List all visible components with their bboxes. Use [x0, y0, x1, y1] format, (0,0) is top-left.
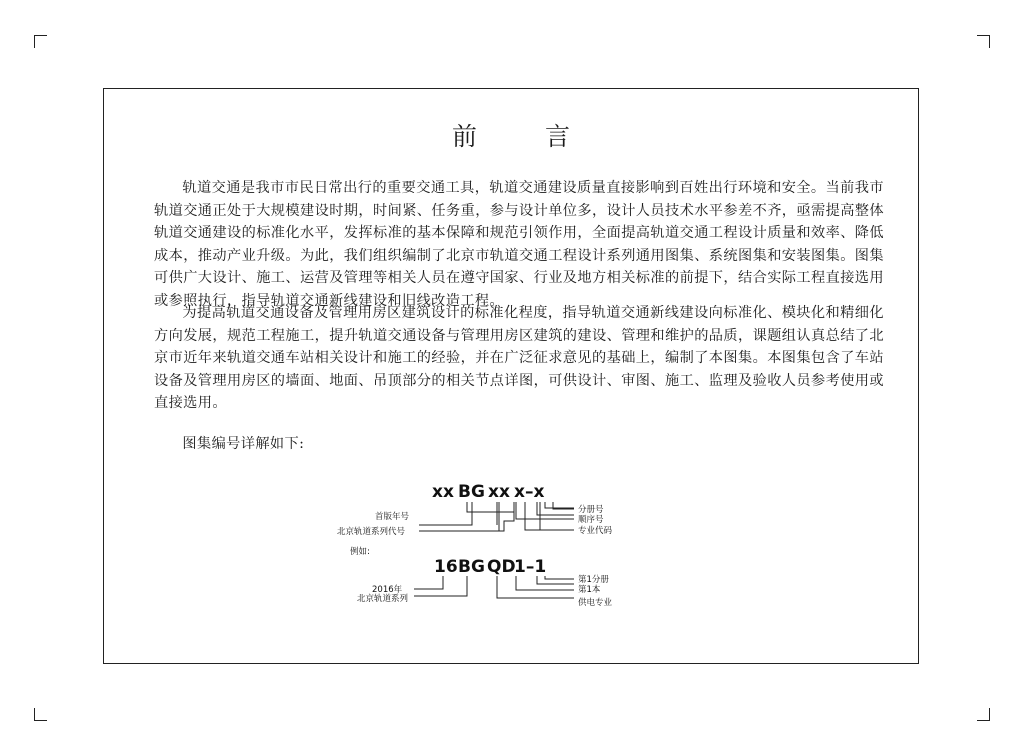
scheme-label-year: 首版年号 — [375, 512, 410, 522]
crop-mark-bottom-left — [34, 708, 47, 721]
scheme-code-part-4: x–x — [514, 482, 545, 502]
code-diagram — [104, 89, 920, 665]
scheme-code-part-2: BG — [458, 482, 485, 502]
example-prefix: 例如: — [350, 547, 370, 557]
scheme-label-volume: 分册号 — [578, 505, 604, 515]
example-code-part-2: BG — [458, 557, 485, 577]
scheme-label-series: 北京轨道系列代号 — [337, 527, 406, 537]
content-frame — [103, 88, 919, 664]
scheme-label-sequence: 顺序号 — [578, 515, 604, 525]
crop-mark-bottom-right — [977, 708, 990, 721]
page-title: 前 言 — [452, 122, 600, 151]
example-label-specialty: 供电专业 — [578, 598, 613, 608]
crop-mark-top-left — [34, 35, 47, 48]
paragraph-1-text: 轨道交通是我市市民日常出行的重要交通工具，轨道交通建设质量直接影响到百姓出行环境和安全。当前我市轨道交通正处于大规模建设时期，时间紧、任务重，参与设计单位多，设计人员技术水平参差不齐，亟需提高整体轨道交通建设的标准化水平，发挥标准的基本保障和规范引领作用，全面提高轨道交通工程设计质量和效率、降低成本，推动产业升级。为此，我们组织编制了北京市轨道交通工程设计系列通用图集、系统图集和安装图集。图集可供广大设计、施工、运营及管理等相关人员在遵守国家、行业及地方相关标准的前提下，结合实际工程直接选用或参照执行，指导轨道交通新线建设和旧线改造工程。 — [154, 180, 884, 309]
example-code-part-3: QD — [487, 557, 516, 577]
example-label-volume: 第1分册 — [578, 575, 609, 585]
example-label-series: 北京轨道系列 — [357, 594, 409, 604]
example-label-sequence: 第1本 — [578, 585, 601, 595]
paragraph-2-text: 为提高轨道交通设备及管理用房区建筑设计的标准化程度，指导轨道交通新线建设向标准化、模块化和精细化方向发展，规范工程施工，提升轨道交通设备与管理用房区建筑的建设、管理和维护的品质，课题组认真总结了北京市近年来轨道交通车站相关设计和施工的经验，并在广泛征求意见的基础上，编制了本图集。本图集包含了车站设备及管理用房区的墙面、地面、吊顶部分的相关节点详图，可供设计、审图、施工、监理及验收人员参考使用或直接选用。 — [154, 305, 884, 411]
scheme-code-part-3: xx — [488, 482, 510, 502]
scheme-code-part-1: xx — [432, 482, 454, 502]
paragraph-3-text: 图集编号详解如下: — [182, 436, 305, 452]
scheme-label-specialty: 专业代码 — [578, 526, 613, 536]
example-label-year: 2016年 — [372, 585, 403, 595]
example-code-part-4: 1–1 — [514, 557, 547, 577]
example-code-part-1: 16 — [434, 557, 458, 577]
crop-mark-top-right — [977, 35, 990, 48]
